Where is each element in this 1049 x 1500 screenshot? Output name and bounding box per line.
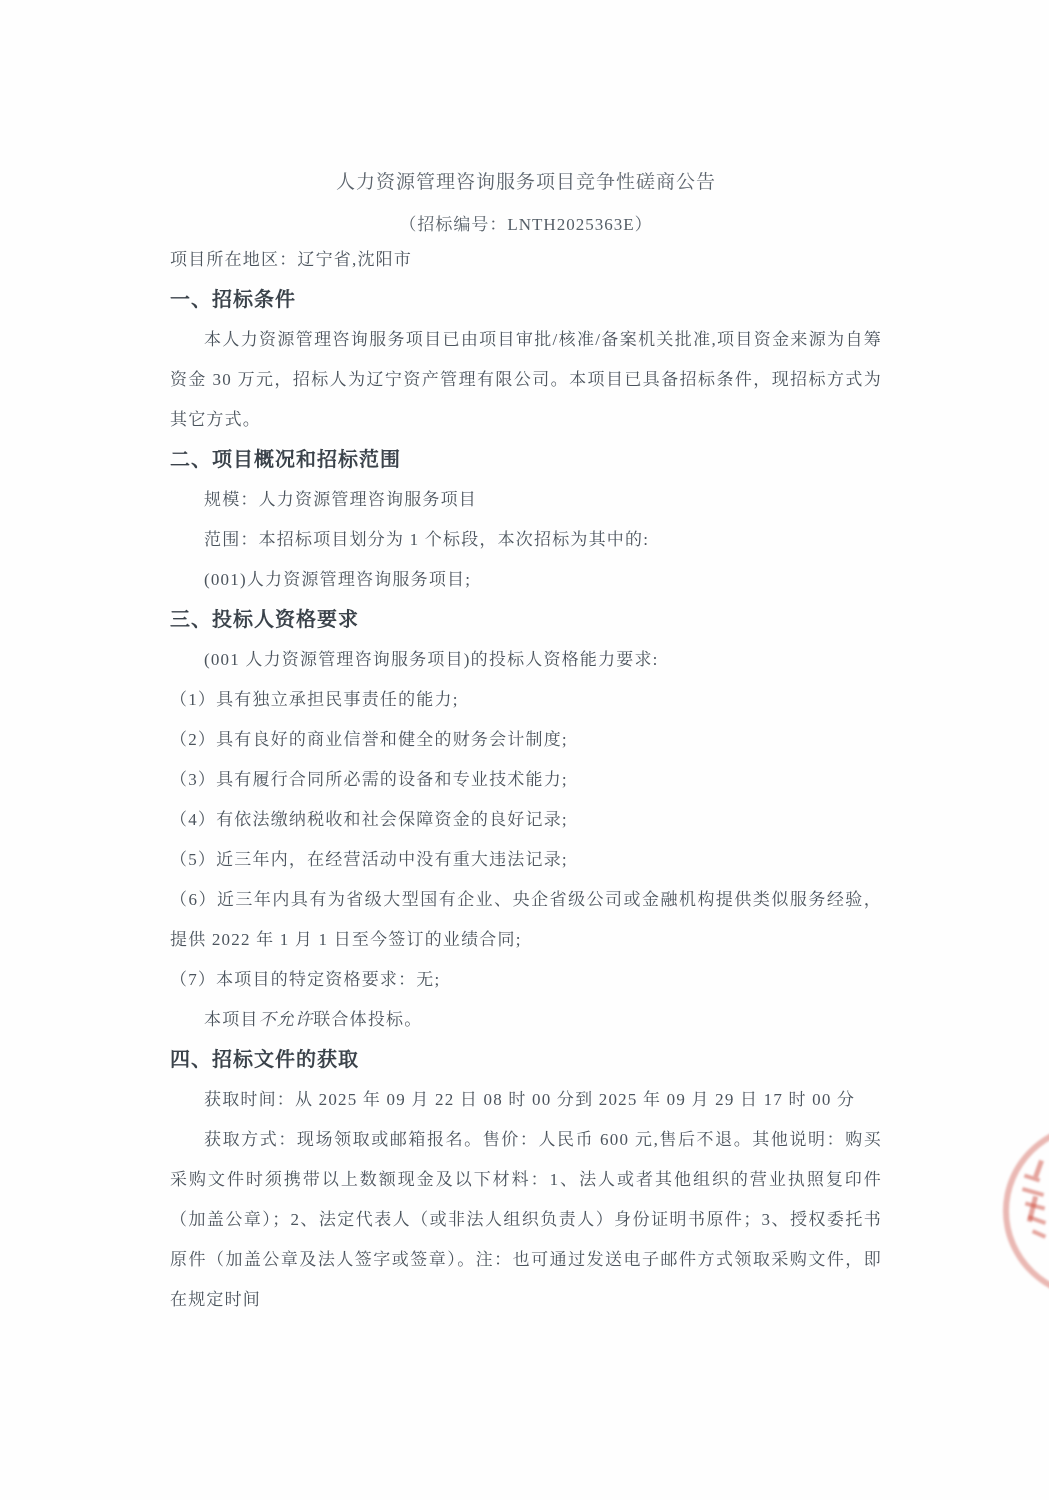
qualification-item-5: （5）近三年内，在经营活动中没有重大违法记录; [170,850,568,869]
obtain-method-paragraph: 获取方式：现场领取或邮箱报名。售价：人民币 600 元,售后不退。其他说明：购买采购文件时须携带以上数额现金及以下材料：1、法人或者其他组织的营业执照复印件（加盖公章）；2、法定代表人（或非法人组织负责人）身份证明书原件；3、授权委托书原件（加盖公章及法人签字或签章）。注：也可通过发送电子邮件方式领取采购文件，即在规定时间 [170,1130,882,1309]
joint-note-suffix: 联合体投标。 [313,1010,423,1029]
qualification-item-1: （1）具有独立承担民事责任的能力; [170,690,459,709]
joint-note-prefix: 本项目 [204,1010,259,1029]
qualification-item-6: （6）近三年内具有为省级大型国有企业、央企省级公司或金融机构提供类似服务经验，提供 2022 年 1 月 1 日至今签订的业绩合同; [170,890,882,949]
scope-line: 范围：本招标项目划分为 1 个标段，本次招标为其中的: [204,530,650,549]
qualification-item-2: （2）具有良好的商业信誉和健全的财务会计制度; [170,730,568,749]
project-location-line: 项目所在地区：辽宁省,沈阳市 [170,250,413,269]
joint-venture-note [170,1000,882,1040]
section-3-heading: 三、投标人资格要求 [170,609,359,631]
red-seal-stamp [1003,1122,1049,1300]
obtain-time-line: 获取时间：从 2025 年 09 月 22 日 08 时 00 分到 2025 年 09 月 29 日 17 时 00 分 [204,1090,856,1109]
section-1-heading: 一、招标条件 [170,289,296,311]
qualification-item-4: （4）有依法缴纳税收和社会保障资金的良好记录; [170,810,568,829]
qualification-item-7: （7）本项目的特定资格要求：无; [170,970,441,989]
joint-note-emphasis: 不允许 [258,1010,314,1029]
qualification-item-3: （3）具有履行合同所必需的设备和专业技术能力; [170,770,568,789]
tender-number-subtitle: （招标编号：LNTH2025363E） [399,215,653,234]
section-4-heading: 四、招标文件的获取 [170,1049,359,1071]
lot-line: (001)人力资源管理咨询服务项目; [204,570,472,589]
scale-line: 规模：人力资源管理咨询服务项目 [204,490,477,509]
section-1-paragraph: 本人力资源管理咨询服务项目已由项目审批/核准/备案机关批准,项目资金来源为自筹资金 30 万元，招标人为辽宁资产管理有限公司。本项目已具备招标条件，现招标方式为其它方式。 [170,330,882,429]
document-content [170,0,882,1320]
qualification-intro: (001 人力资源管理咨询服务项目)的投标人资格能力要求: [204,650,659,669]
page-title: 人力资源管理咨询服务项目竞争性磋商公告 [335,172,716,193]
section-2-heading: 二、项目概况和招标范围 [170,449,401,471]
